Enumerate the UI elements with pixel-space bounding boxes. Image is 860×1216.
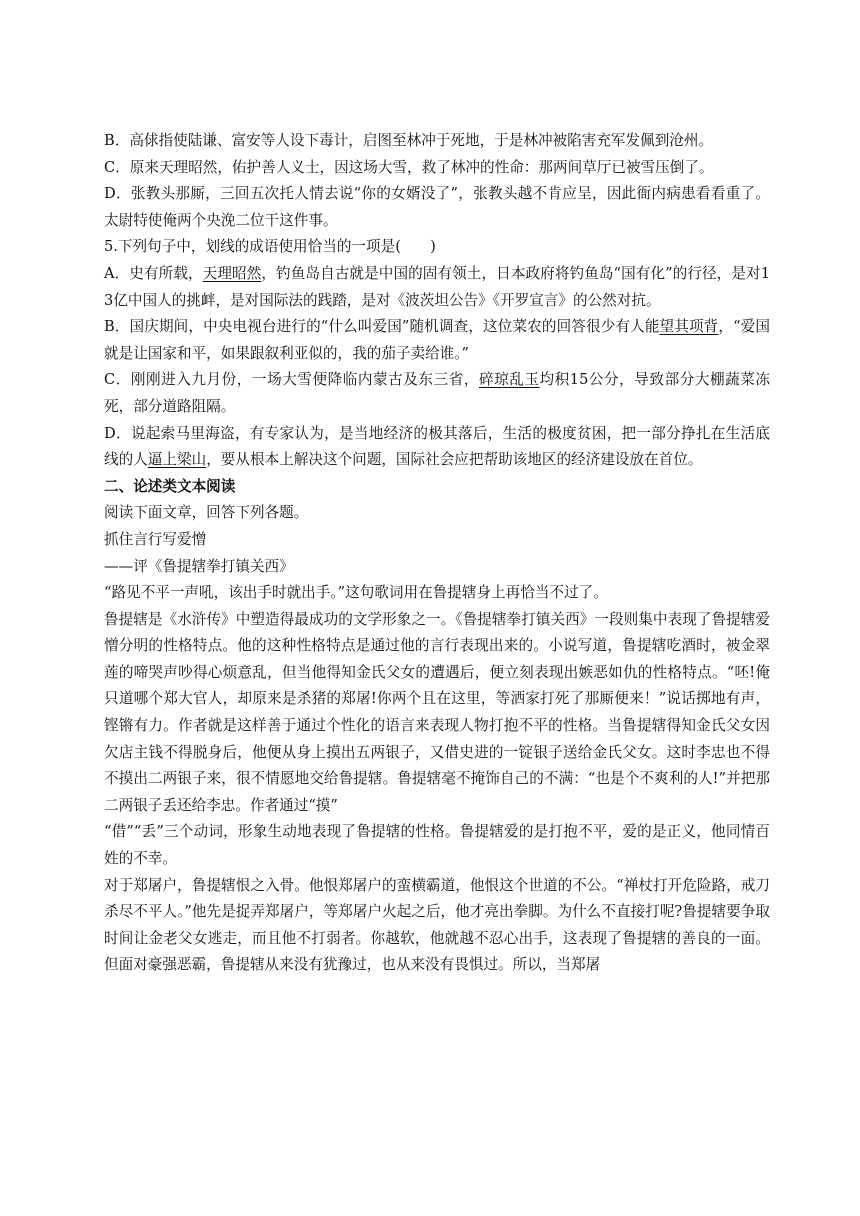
article-paragraph: “路见不平一声吼，该出手时就出手。”这句歌词用在鲁提辖身上再恰当不过了。 (104, 584, 608, 602)
option-text: ，钓鱼岛自古就是中国的固有领土，日本政府将钓鱼岛“国有化”的行径，是对13亿中国人的挑衅，是对国际法的践踏，是对《波茨坦公告》《开罗宣言》的公然对抗。 (104, 264, 770, 309)
option-5a (104, 261, 770, 314)
option-4d: D．张教头那厮，三回五次托人情去说“你的女婿没了”，张教头越不肯应呈，因此衙内病患看看重了。太尉特使俺两个央浼二位干这件事。 (104, 185, 770, 229)
section-heading: 二、论述类文本阅读 (104, 477, 236, 495)
underlined-idiom: 碎琼乱玉 (478, 371, 540, 389)
option-5d (104, 421, 770, 474)
article-title: 抓住言行写爱憎 (104, 530, 207, 548)
option-text: 均积15公分，导致部分大棚蔬菜冻死，部分道路阻隔。 (104, 371, 770, 415)
option-text: D．说起索马里海盗，有专家认为，是当地经济的极其落后，生活的极度贫困，把一部分挣扎在生活底线的人 (104, 424, 770, 469)
document-page (104, 128, 770, 979)
underlined-idiom: 望其项背 (659, 318, 719, 336)
underlined-idiom: 逼上梁山 (147, 451, 207, 469)
option-5b (104, 314, 770, 367)
article-paragraph: 对于郑屠户，鲁提辖恨之入骨。他恨郑屠户的蛮横霸道，他恨这个世道的不公。“禅杖打开危险路，戒刀杀尽不平人。”他先是捉弄郑屠户，等郑屠户火起之后，他才亮出拳脚。为什么不直接打呢?鲁提辖要争取时间让金老父女逃走，而且他不打弱者。你越软，他就越不忍心出手，这表现了鲁提辖的善良的一面。但面对豪强恶霸，鲁提辖从来没有犹豫过，也从来没有畏惧过。所以，当郑屠 (104, 876, 770, 974)
underlined-idiom: 天理昭然 (202, 264, 262, 282)
option-text: ，“爱国就是让国家和平，如果跟叙利亚似的，我的茄子卖给谁。” (104, 318, 770, 362)
reading-instruction: 阅读下面文章，回答下列各题。 (104, 504, 309, 522)
option-4b: B．高俅指使陆谦、富安等人设下毒计，启图至林冲于死地，于是林冲被陷害充军发佩到沧州。 (104, 132, 714, 149)
option-4c: C．原来天理昭然，佑护善人义士，因这场大雪，救了林冲的性命：那两间草厅已被雪压倒了。 (104, 158, 714, 176)
article-paragraph: “借”“丢”三个动词，形象生动地表现了鲁提辖的性格。鲁提辖爱的是打抱不平，爱的是正义，他同情百姓的不幸。 (104, 823, 770, 868)
article-subtitle: ——评《鲁提辖拳打镇关西》 (104, 557, 294, 575)
option-text: A．史有所载， (104, 264, 203, 282)
article-paragraph: 鲁提辖是《水浒传》中塑造得最成功的文学形象之一。《鲁提辖拳打镇关西》一段则集中表现了鲁提辖爱憎分明的性格特点。他的这种性格特点是通过他的言行表现出来的。小说写道，鲁提辖吃酒时，被金翠莲的啼哭声吵得心烦意乱，但当他得知金氏父女的遭遇后，便立刻表现出嫉恶如仇的性格特点。“呸!俺只道哪个郑大官人，却原来是杀猪的郑屠!你两个且在这里，等洒家打死了那厮便来！”说话掷地有声，铿锵有力。作者就是这样善于通过个性化的语言来表现人物打抱不平的性格。当鲁提辖得知金氏父女因欠店主钱不得脱身后，他便从身上摸出五两银子，又借史进的一锭银子送给金氏父女。这时李忠也不得不摸出二两银子来，很不情愿地交给鲁提辖。鲁提辖毫不掩饰自己的不满：“也是个不爽利的人!”并把那二两银子丢还给李忠。作者通过“摸” (104, 610, 770, 814)
question-5-stem: 5.下列句子中，划线的成语使用恰当的一项是( ) (104, 238, 436, 256)
option-text: ，要从根本上解决这个问题，国际社会应把帮助该地区的经济建设放在首位。 (206, 451, 703, 469)
option-text: B．国庆期间，中央电视台进行的“什么叫爱国”随机调查，这位菜农的回答很少有人能 (104, 318, 660, 336)
option-5c (104, 367, 770, 420)
option-text: C．刚刚进入九月份，一场大雪便降临内蒙古及东三省， (104, 371, 479, 389)
